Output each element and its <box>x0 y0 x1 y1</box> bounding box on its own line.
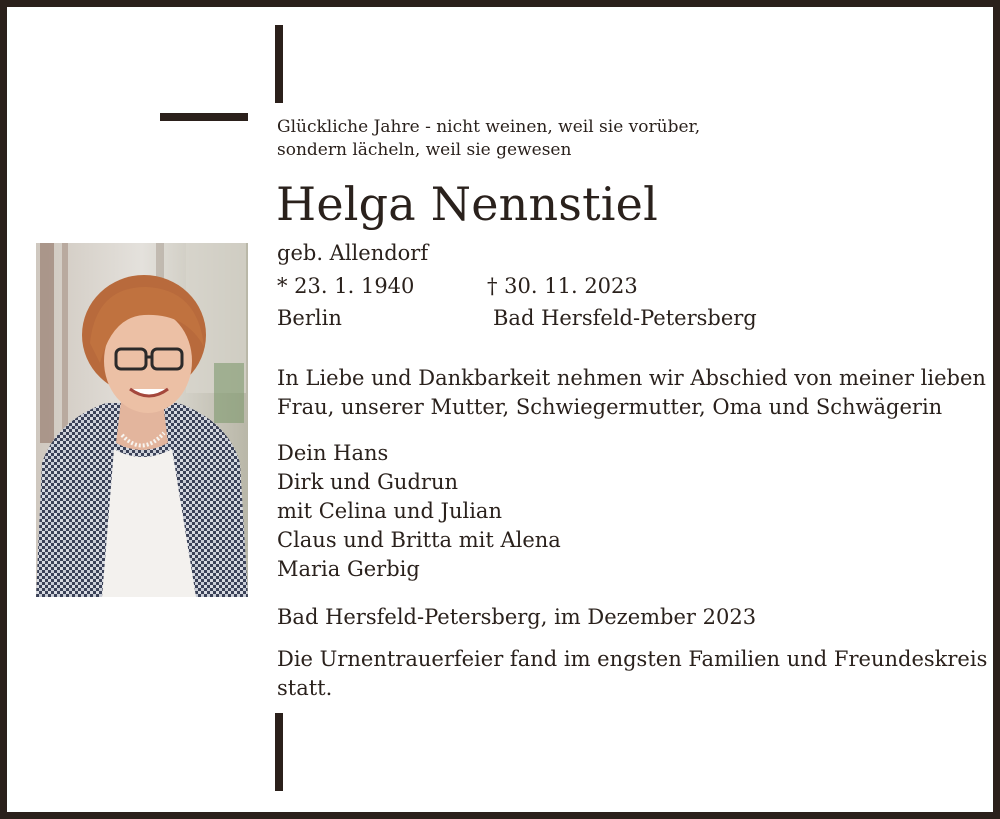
mourner-name: Claus und Britta mit Alena <box>277 528 561 552</box>
deceased-name: Helga Nennstiel <box>276 177 659 231</box>
birth-place: Berlin <box>277 306 342 330</box>
mourner-name: Dirk und Gudrun <box>277 470 458 494</box>
place-and-date: Bad Hersfeld-Petersberg, im Dezember 2023 <box>277 605 757 629</box>
quote-line-2: sondern lächeln, weil sie gewesen <box>277 140 572 160</box>
service-note-line-2: statt. <box>277 676 333 700</box>
portrait-photo <box>36 243 248 597</box>
mourner-name: Dein Hans <box>277 441 389 465</box>
farewell-line-2: Frau, unserer Mutter, Schwiegermutter, Oma und Schwägerin <box>277 395 943 419</box>
quote-line-1: Glückliche Jahre - nicht weinen, weil sie vorüber, <box>277 117 701 137</box>
death-place: Bad Hersfeld-Petersberg <box>493 306 757 330</box>
cross-top-bar <box>275 25 283 103</box>
service-note-line-1: Die Urnentrauerfeier fand im engsten Familien und Freundeskreis <box>277 647 988 671</box>
birth-date: * 23. 1. 1940 <box>277 274 415 298</box>
mourner-name: mit Celina und Julian <box>277 499 502 523</box>
mourner-name: Maria Gerbig <box>277 557 420 581</box>
maiden-name: geb. Allendorf <box>277 241 429 265</box>
farewell-line-1: In Liebe und Dankbarkeit nehmen wir Abschied von meiner lieben <box>277 366 986 390</box>
cross-left-bar <box>160 113 248 121</box>
cross-bottom-bar <box>275 713 283 791</box>
death-date: † 30. 11. 2023 <box>487 274 638 298</box>
